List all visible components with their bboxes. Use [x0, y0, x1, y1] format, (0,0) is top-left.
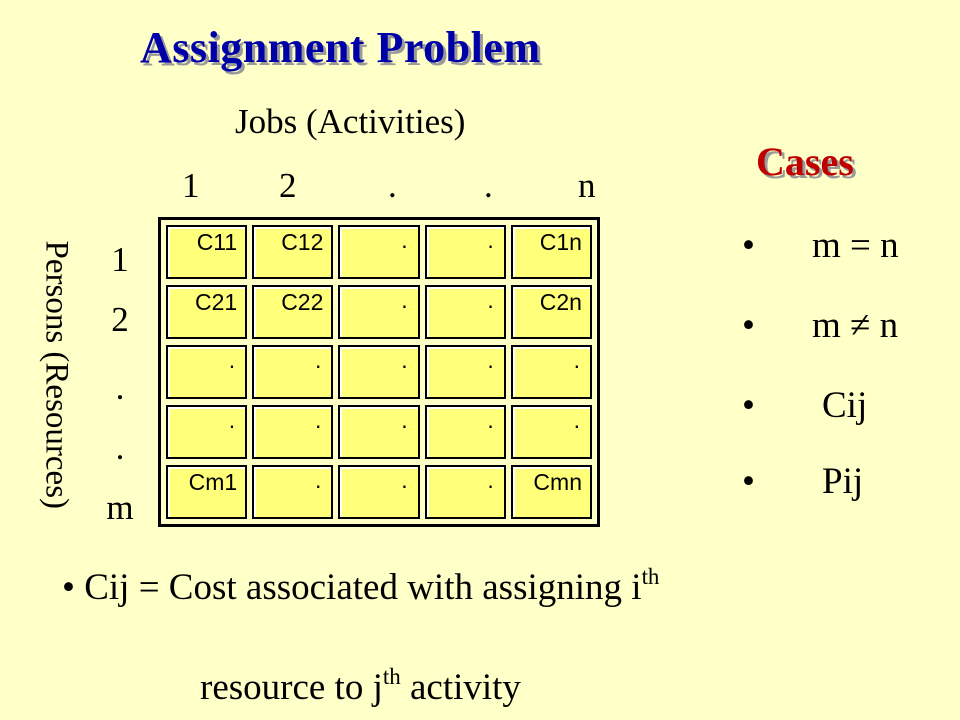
matrix-cell-value: . — [401, 287, 408, 313]
matrix-cell — [338, 465, 419, 519]
matrix-cell — [511, 345, 592, 399]
matrix-cell-value: . — [487, 287, 494, 313]
definition-text: resource to j — [200, 667, 383, 708]
matrix-cell — [338, 345, 419, 399]
matrix-cell-value: . — [487, 347, 494, 373]
matrix-cell — [425, 285, 506, 339]
case-item — [742, 304, 898, 347]
column-header: . — [484, 166, 493, 205]
matrix-cell-value: . — [573, 347, 580, 373]
matrix-cell — [252, 225, 333, 279]
bullet: • — [742, 385, 755, 426]
case-text: Pij — [822, 461, 864, 502]
definition-line-1 — [62, 566, 659, 609]
row-header: . — [115, 428, 125, 467]
definition-text: • Cij = Cost associated with assigning i — [62, 567, 642, 608]
matrix-cell — [252, 345, 333, 399]
matrix-cell — [511, 405, 592, 459]
jobs-axis-label: Jobs (Activities) — [235, 102, 466, 141]
matrix-cell — [511, 225, 592, 279]
cost-matrix — [158, 217, 600, 527]
row-header: . — [115, 368, 125, 407]
matrix-cell-value: C12 — [281, 229, 324, 255]
matrix-cell — [425, 225, 506, 279]
bullet: • — [742, 305, 755, 346]
matrix-cell — [166, 465, 247, 519]
matrix-cell-value: C11 — [196, 229, 238, 255]
matrix-cell — [166, 345, 247, 399]
case-text: m ≠ n — [812, 305, 899, 346]
matrix-cell — [338, 285, 419, 339]
matrix-cell-value: C1n — [539, 229, 582, 255]
matrix-cell — [252, 405, 333, 459]
matrix-cell — [338, 225, 419, 279]
matrix-cell-value: . — [487, 407, 494, 433]
matrix-cell-value: Cm1 — [188, 469, 238, 495]
matrix-cell-value: Cmn — [533, 469, 582, 495]
definition-text: activity — [400, 667, 521, 708]
matrix-cell-value: . — [487, 227, 494, 253]
matrix-cell — [511, 285, 592, 339]
superscript: th — [641, 564, 660, 589]
row-header: 2 — [111, 300, 129, 339]
matrix-cell-value: . — [228, 407, 236, 433]
matrix-cell-value: . — [401, 407, 408, 433]
column-header: n — [578, 166, 596, 205]
page-title: Assignment Problem — [140, 23, 541, 72]
matrix-cell-value: C21 — [194, 289, 238, 315]
column-header: 1 — [182, 166, 200, 205]
matrix-cell — [166, 405, 247, 459]
case-item — [742, 224, 899, 267]
matrix-cell-value: C22 — [281, 289, 324, 315]
matrix-cell-value: . — [315, 347, 322, 373]
row-header: m — [106, 488, 134, 527]
superscript: th — [382, 664, 401, 689]
matrix-cell — [425, 345, 506, 399]
case-text: m = n — [812, 225, 899, 266]
matrix-cell — [338, 405, 419, 459]
column-header: 2 — [279, 166, 297, 205]
definition-line-2 — [200, 666, 521, 709]
matrix-cell — [511, 465, 592, 519]
matrix-cell-value: . — [315, 407, 322, 433]
matrix-cell — [252, 285, 333, 339]
matrix-cell-value: C2n — [539, 289, 582, 315]
case-text: Cij — [822, 385, 868, 426]
matrix-cell-value: . — [315, 467, 322, 493]
matrix-cell-value: . — [401, 227, 408, 253]
matrix-cell — [252, 465, 333, 519]
matrix-cell-value: . — [573, 407, 580, 433]
row-header: 1 — [111, 240, 129, 279]
matrix-cell — [425, 465, 506, 519]
matrix-cell — [166, 225, 247, 279]
cases-title: Cases — [756, 139, 854, 184]
matrix-cell-value: . — [228, 347, 236, 373]
case-item — [742, 460, 863, 503]
matrix-cell — [166, 285, 247, 339]
matrix-cell-value: . — [487, 467, 494, 493]
persons-axis-label: Persons (Resources) — [38, 240, 75, 510]
matrix-cell — [425, 405, 506, 459]
bullet: • — [742, 225, 755, 266]
case-item — [742, 384, 867, 427]
matrix-cell-value: . — [401, 347, 408, 373]
bullet: • — [742, 461, 755, 502]
matrix-cell-value: . — [401, 467, 408, 493]
column-header: . — [388, 166, 397, 205]
